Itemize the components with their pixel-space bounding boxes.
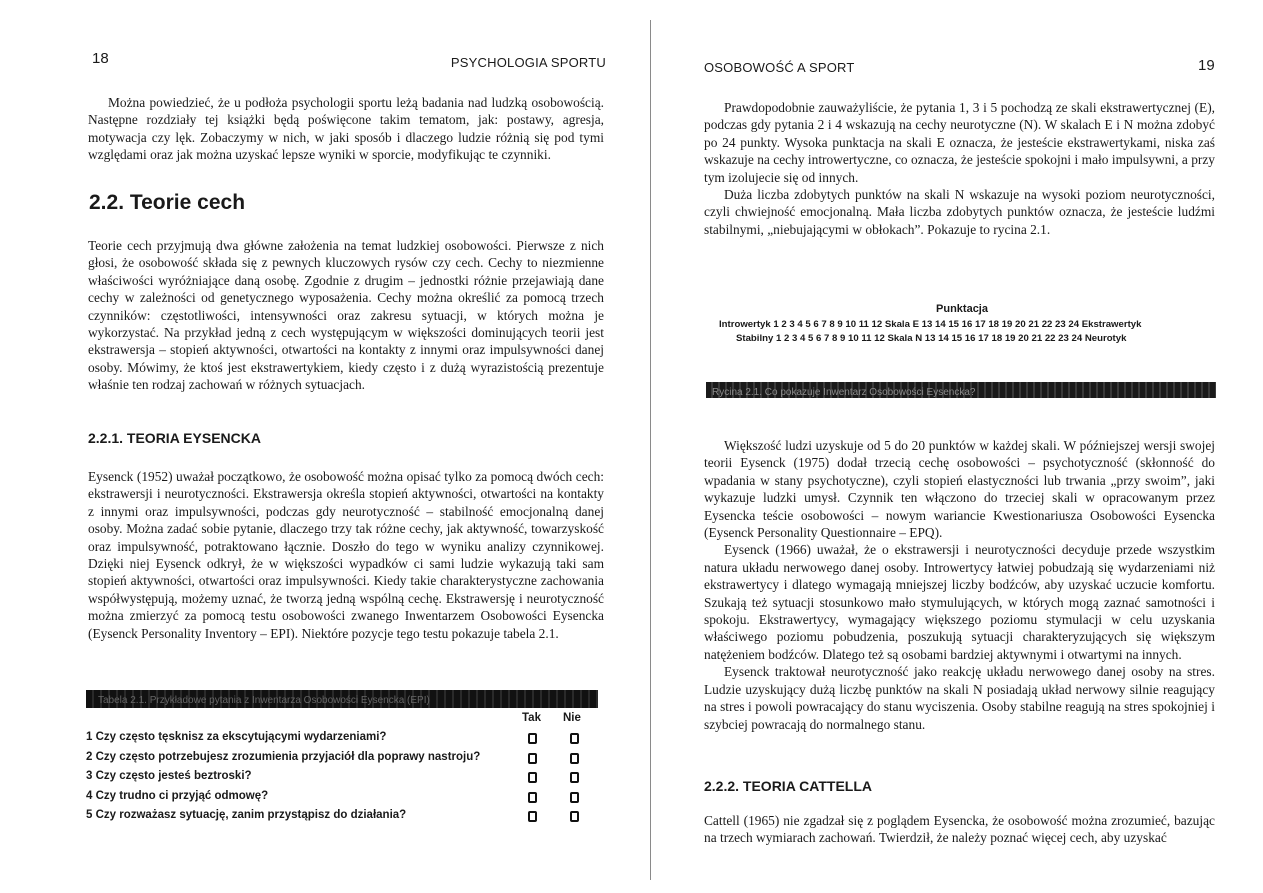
section-title: 2.2. Teorie cech [89, 191, 246, 214]
figure-heading: Punktacja [936, 303, 988, 315]
yes-checkbox[interactable] [528, 811, 537, 822]
paragraph: Duża liczba zdobytych punktów na skali N wskazuje na wysoki poziom neurotyczności, czyli chwiejność emocjonalną. Mała liczba zdobytych punktów oznacza, że jesteście ludźmi stabilnymi, „niebujającymi w obłokach”. Pokazuje to rycina 2.1. [704, 187, 1215, 237]
table-header [86, 712, 598, 728]
no-checkbox[interactable] [570, 772, 579, 783]
table-row [86, 748, 598, 768]
table-row [86, 787, 598, 807]
paragraph: Większość ludzi uzyskuje od 5 do 20 punktów w każdej skali. W późniejszej wersji swojej teorii Eysenck (1975) dodał trzecią cechę osobowości – psychotyczność (skłonność do wpadania w stany psychotyczne), czyli stopień elastyczności lub trwania „przy swoim”, jaki wykazuje ludzki umysł. Czynnik ten włączono do trzeciej skali w opracowanym przez Eysencka teście osobowości – nowym wariancie Kwestionariusza Osobowości Eysencka (Eysenck Personality Questionnaire – EPQ). [704, 438, 1215, 541]
column-header-yes: Tak [522, 712, 541, 724]
yes-checkbox[interactable] [528, 733, 537, 744]
table-row [86, 806, 598, 826]
no-checkbox[interactable] [570, 753, 579, 764]
table-caption-bar [86, 690, 598, 708]
scale-row-n: Stabilny 1 2 3 4 5 6 7 8 9 10 11 12 Skala N 13 14 15 16 17 18 19 20 21 22 23 24 Neurotyk [736, 333, 1127, 344]
paragraph: Eysenck traktował neurotyczność jako reakcję układu nerwowego danej osoby na stres. Ludzie uzyskujący dużą liczbę punktów na skali N posiadają układ nerwowy silnie reagujący na stres i powoli powracający do stanu wyciszenia. Osoby stabilne reagują na stres spokojniej i szybciej powracają do normalnego stanu. [704, 664, 1215, 732]
paragraph: Eysenck (1966) uważał, że o ekstrawersji i neurotyczności decyduje przede wszystkim natura układu nerwowego danej osoby. Introwertycy łatwiej pobudzają się wydarzeniami niż ekstrawertycy i dlatego wymagają mniejszej liczby bodźców, aby uzyskać uczucie komfortu. Szukają też sytuacji stosunkowo mało stymulujących, w których mogą zaznać samotności i spokoju. Ekstrawertycy, wymagający większego poziomu stymulacji w celu uzyskania właściwego poziomu pobudzenia, poszukują sytuacji charakteryzujących się większym natężeniem bodźców. Dlatego też są osobami bardziej aktywnymi i otwartymi na innych. [704, 542, 1215, 662]
figure-caption-bar [706, 382, 1216, 398]
question-text: 1 Czy często tęsknisz za ekscytującymi wydarzeniami? [86, 731, 387, 743]
figure-caption: Rycina 2.1. Co pokazuje Inwentarz Osobowości Eysencka? [712, 387, 976, 398]
subsection-title: 2.2.2. TEORIA CATTELLA [704, 778, 873, 794]
yes-checkbox[interactable] [528, 772, 537, 783]
table-caption: Tabela 2.1. Przykładowe pytania z Inwentarza Osobowości Eysencka (EPI) [98, 695, 430, 706]
table-row [86, 767, 598, 787]
subsection-title: 2.2.1. TEORIA EYSENCKA [88, 430, 261, 446]
question-text: 5 Czy rozważasz sytuację, zanim przystąpisz do działania? [86, 809, 407, 821]
no-checkbox[interactable] [570, 811, 579, 822]
paragraph: Cattell (1965) nie zgadzał się z poglądem Eysencka, że osobowość można zrozumieć, bazując na trzech wymiarach zachowań. Twierdził, że należy poznać więcej cech, aby uzyskać [704, 813, 1215, 846]
no-checkbox[interactable] [570, 792, 579, 803]
intro-paragraph: Można powiedzieć, że u podłoża psychologii sportu leżą badania nad ludzką osobowością. Następne rozdziały tej książki będą poświęcone takim tematom, jak: postawy, agresja, motywacja czy lęk. Zobaczymy w nich, w jaki sposób i dlaczego ludzie różnią się pod tymi względami oraz jak można uzyskać lepsze wyniki w sporcie, modyfikując te czynniki. [88, 95, 604, 163]
scale-row-e: Introwertyk 1 2 3 4 5 6 7 8 9 10 11 12 Skala E 13 14 15 16 17 18 19 20 21 22 23 24 Ekstrawertyk [719, 319, 1142, 330]
body-text-top [704, 99, 1215, 238]
score-scale-figure [719, 303, 1205, 347]
body-text-middle [704, 437, 1215, 733]
running-head: OSOBOWOŚĆ A SPORT [704, 60, 855, 75]
questionnaire-table [86, 712, 598, 826]
page-number: 18 [92, 50, 109, 67]
right-page [655, 0, 1263, 893]
yes-checkbox[interactable] [528, 753, 537, 764]
subsection-paragraph: Eysenck (1952) uważał początkowo, że osobowość można opisać tylko za pomocą dwóch cech: ekstrawersji i neurotyczności. Ekstrawersja określa stopień aktywności, otwartości na kontakty z innymi oraz impulsywności, podczas gdy neurotyczność – stabilność emocjonalną danej osoby. Można zadać sobie pytanie, dlaczego trzy tak różne cechy, jak aktywność, towarzyskość oraz impulsywność, potraktowano łącznie. Doszło do tego w wyniku analizy czynnikowej. Dzięki niej Eysenck odkrył, że w większości wypadków ci sami ludzie wykazują taki sam stopień aktywności, otwartości oraz impulsywności. Kiedy takie charakterystyczne zachowania współwystępują, możemy uznać, że tworzą jedną wspólną cechę. Ekstrawersję i neurotyczność można zmierzyć za pomocą testu osobowości zwanego Inwentarzem Osobowości Eysencka (Eysenck Personality Inventory – EPI). Niektóre pozycje tego testu pokazuje tabela 2.1. [88, 469, 604, 641]
question-text: 2 Czy często potrzebujesz zrozumienia przyjaciół dla poprawy nastroju? [86, 750, 481, 763]
section-paragraph: Teorie cech przyjmują dwa główne założenia na temat ludzkiej osobowości. Pierwsze z nich głosi, że osobowość składa się z pewnych kluczowych rysów czy cech. Cechy to niezmienne właściwości wyróżniające daną osobę. Zgodnie z drugim – jednostki różnie przejawiają dane cechy w zależności od genetycznego wyposażenia. Cechy można określić za pomocą trzech czynników: częstotliwości, intensywności oraz zakresu sytuacji, w których można je wykorzystać. Na przykład jedną z cech występującym w większości dominujących teorii jest ekstrawersja – stopień aktywności, otwartości na kontakty z innymi oraz impulsywności danej osoby. Mówimy, że ktoś jest ekstrawertykiem, kiedy często i z dużą wyrazistością prezentuje właśnie ten rodzaj zachowań w różnych sytuacjach. [88, 238, 604, 393]
no-checkbox[interactable] [570, 733, 579, 744]
question-text: 3 Czy często jesteś beztroski? [86, 770, 252, 782]
page-fold-divider [650, 20, 651, 880]
page-number: 19 [1198, 57, 1215, 74]
question-text: 4 Czy trudno ci przyjąć odmowę? [86, 789, 269, 802]
column-header-no: Nie [563, 712, 581, 724]
table-row [86, 728, 598, 748]
yes-checkbox[interactable] [528, 792, 537, 803]
paragraph: Prawdopodobnie zauważyliście, że pytania 1, 3 i 5 pochodzą ze skali ekstrawertycznej (E), podczas gdy pytania 2 i 4 wskazują na cechy neurotyczne (N). W skalach E i N można zdobyć po 24 punkty. Wysoka punktacja na skali E oznacza, że jesteście ekstrawertykami, niska zaś wskazuje na cechy introwertyczne, co oznacza, że jesteście spokojni i mało impulsywni, a przy tym izolujecie się od innych. [704, 100, 1215, 185]
running-head: PSYCHOLOGIA SPORTU [450, 55, 606, 70]
body-text-bottom [704, 812, 1215, 847]
